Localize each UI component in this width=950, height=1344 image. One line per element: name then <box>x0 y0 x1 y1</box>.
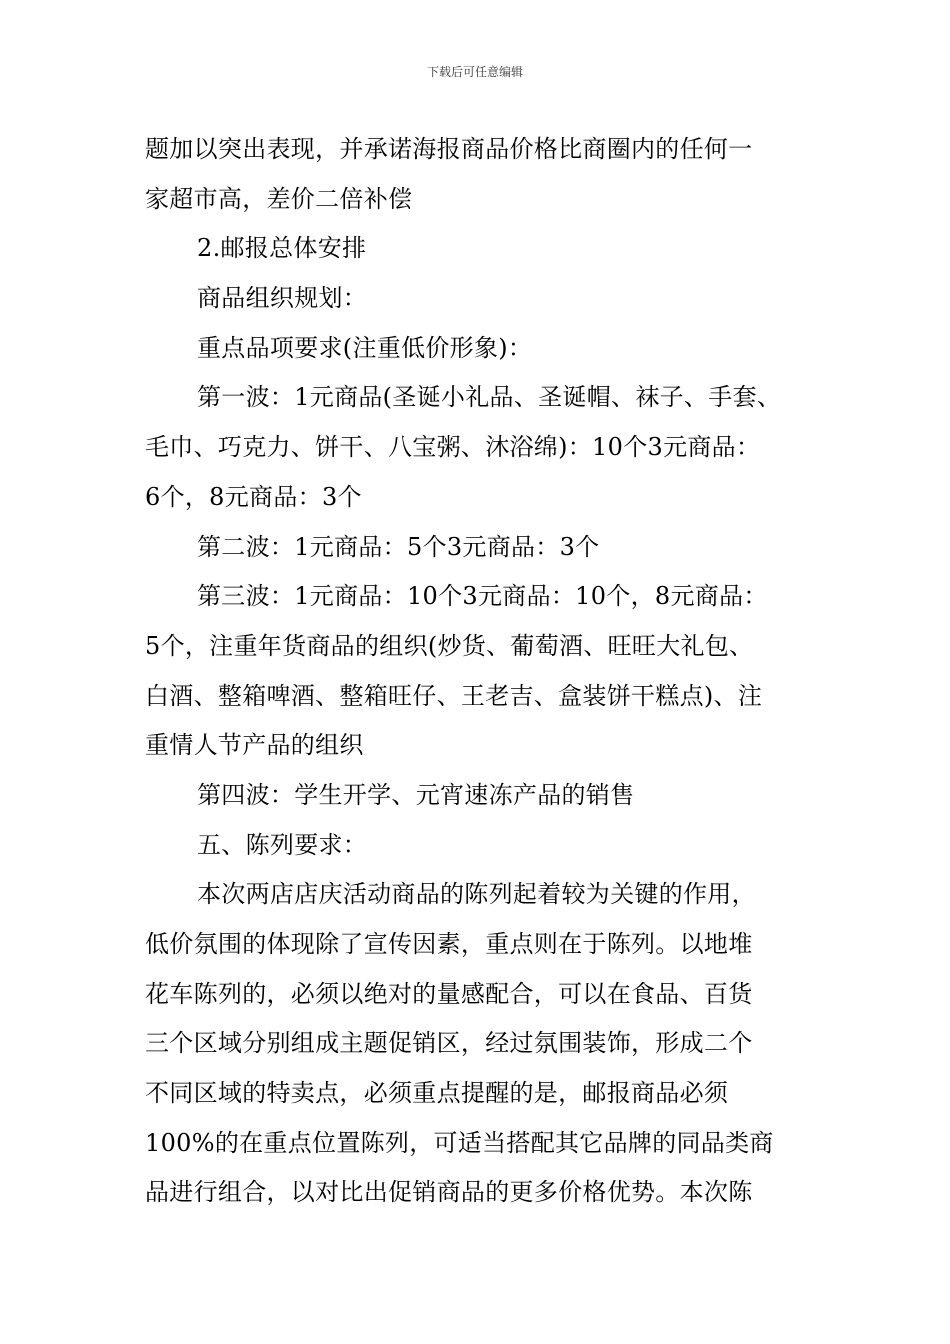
text-line: 三个区域分别组成主题促销区，经过氛围装饰，形成二个 <box>145 1029 753 1058</box>
document-body <box>145 125 825 1218</box>
text-line: 6个，8元商品：3个 <box>145 482 362 511</box>
text-line: 白酒、整箱啤酒、整箱旺仔、王老吉、盒装饼干糕点)、注 <box>145 681 763 710</box>
text-line: 商品组织规划： <box>197 284 368 313</box>
text-line: 品进行组合，以对比出促销商品的更多价格优势。本次陈 <box>145 1178 753 1207</box>
text-line: 重情人节产品的组织 <box>145 731 364 760</box>
text-line: 不同区域的特卖点，必须重点提醒的是，邮报商品必须 <box>145 1079 729 1108</box>
text-line: 第三波：1元商品：10个3元商品：10个，8元商品： <box>197 582 768 611</box>
text-line: 第四波：学生开学、元宵速冻产品的销售 <box>197 780 635 809</box>
text-line: 家超市高，差价二倍补偿 <box>145 184 413 213</box>
text-line: 2.邮报总体安排 <box>197 234 367 263</box>
text-line: 五、陈列要求： <box>197 830 368 859</box>
text-line: 100%的在重点位置陈列，可适当搭配其它品牌的同品类商 <box>145 1128 774 1157</box>
text-line: 本次两店店庆活动商品的陈列起着较为关键的作用， <box>197 880 756 909</box>
page-header: 下载后可任意编辑 <box>426 65 523 79</box>
text-line: 第二波：1元商品：5个3元商品：3个 <box>197 532 600 561</box>
text-line: 重点品项要求(注重低价形象)： <box>197 333 533 362</box>
text-line: 第一波：1元商品(圣诞小礼品、圣诞帽、袜子、手套、 <box>197 383 782 412</box>
text-line: 5个，注重年货商品的组织(炒货、葡萄酒、旺旺大礼包、 <box>145 631 754 660</box>
text-line: 低价氛围的体现除了宣传因素，重点则在于陈列。以地堆 <box>145 930 753 958</box>
text-line: 花车陈列的，必须以绝对的量感配合，可以在食品、百货 <box>145 979 753 1008</box>
text-line: 题加以突出表现，并承诺海报商品价格比商圈内的任何一 <box>145 135 753 163</box>
text-line: 毛巾、巧克力、饼干、八宝粥、沐浴绵)：10个3元商品： <box>145 433 761 462</box>
